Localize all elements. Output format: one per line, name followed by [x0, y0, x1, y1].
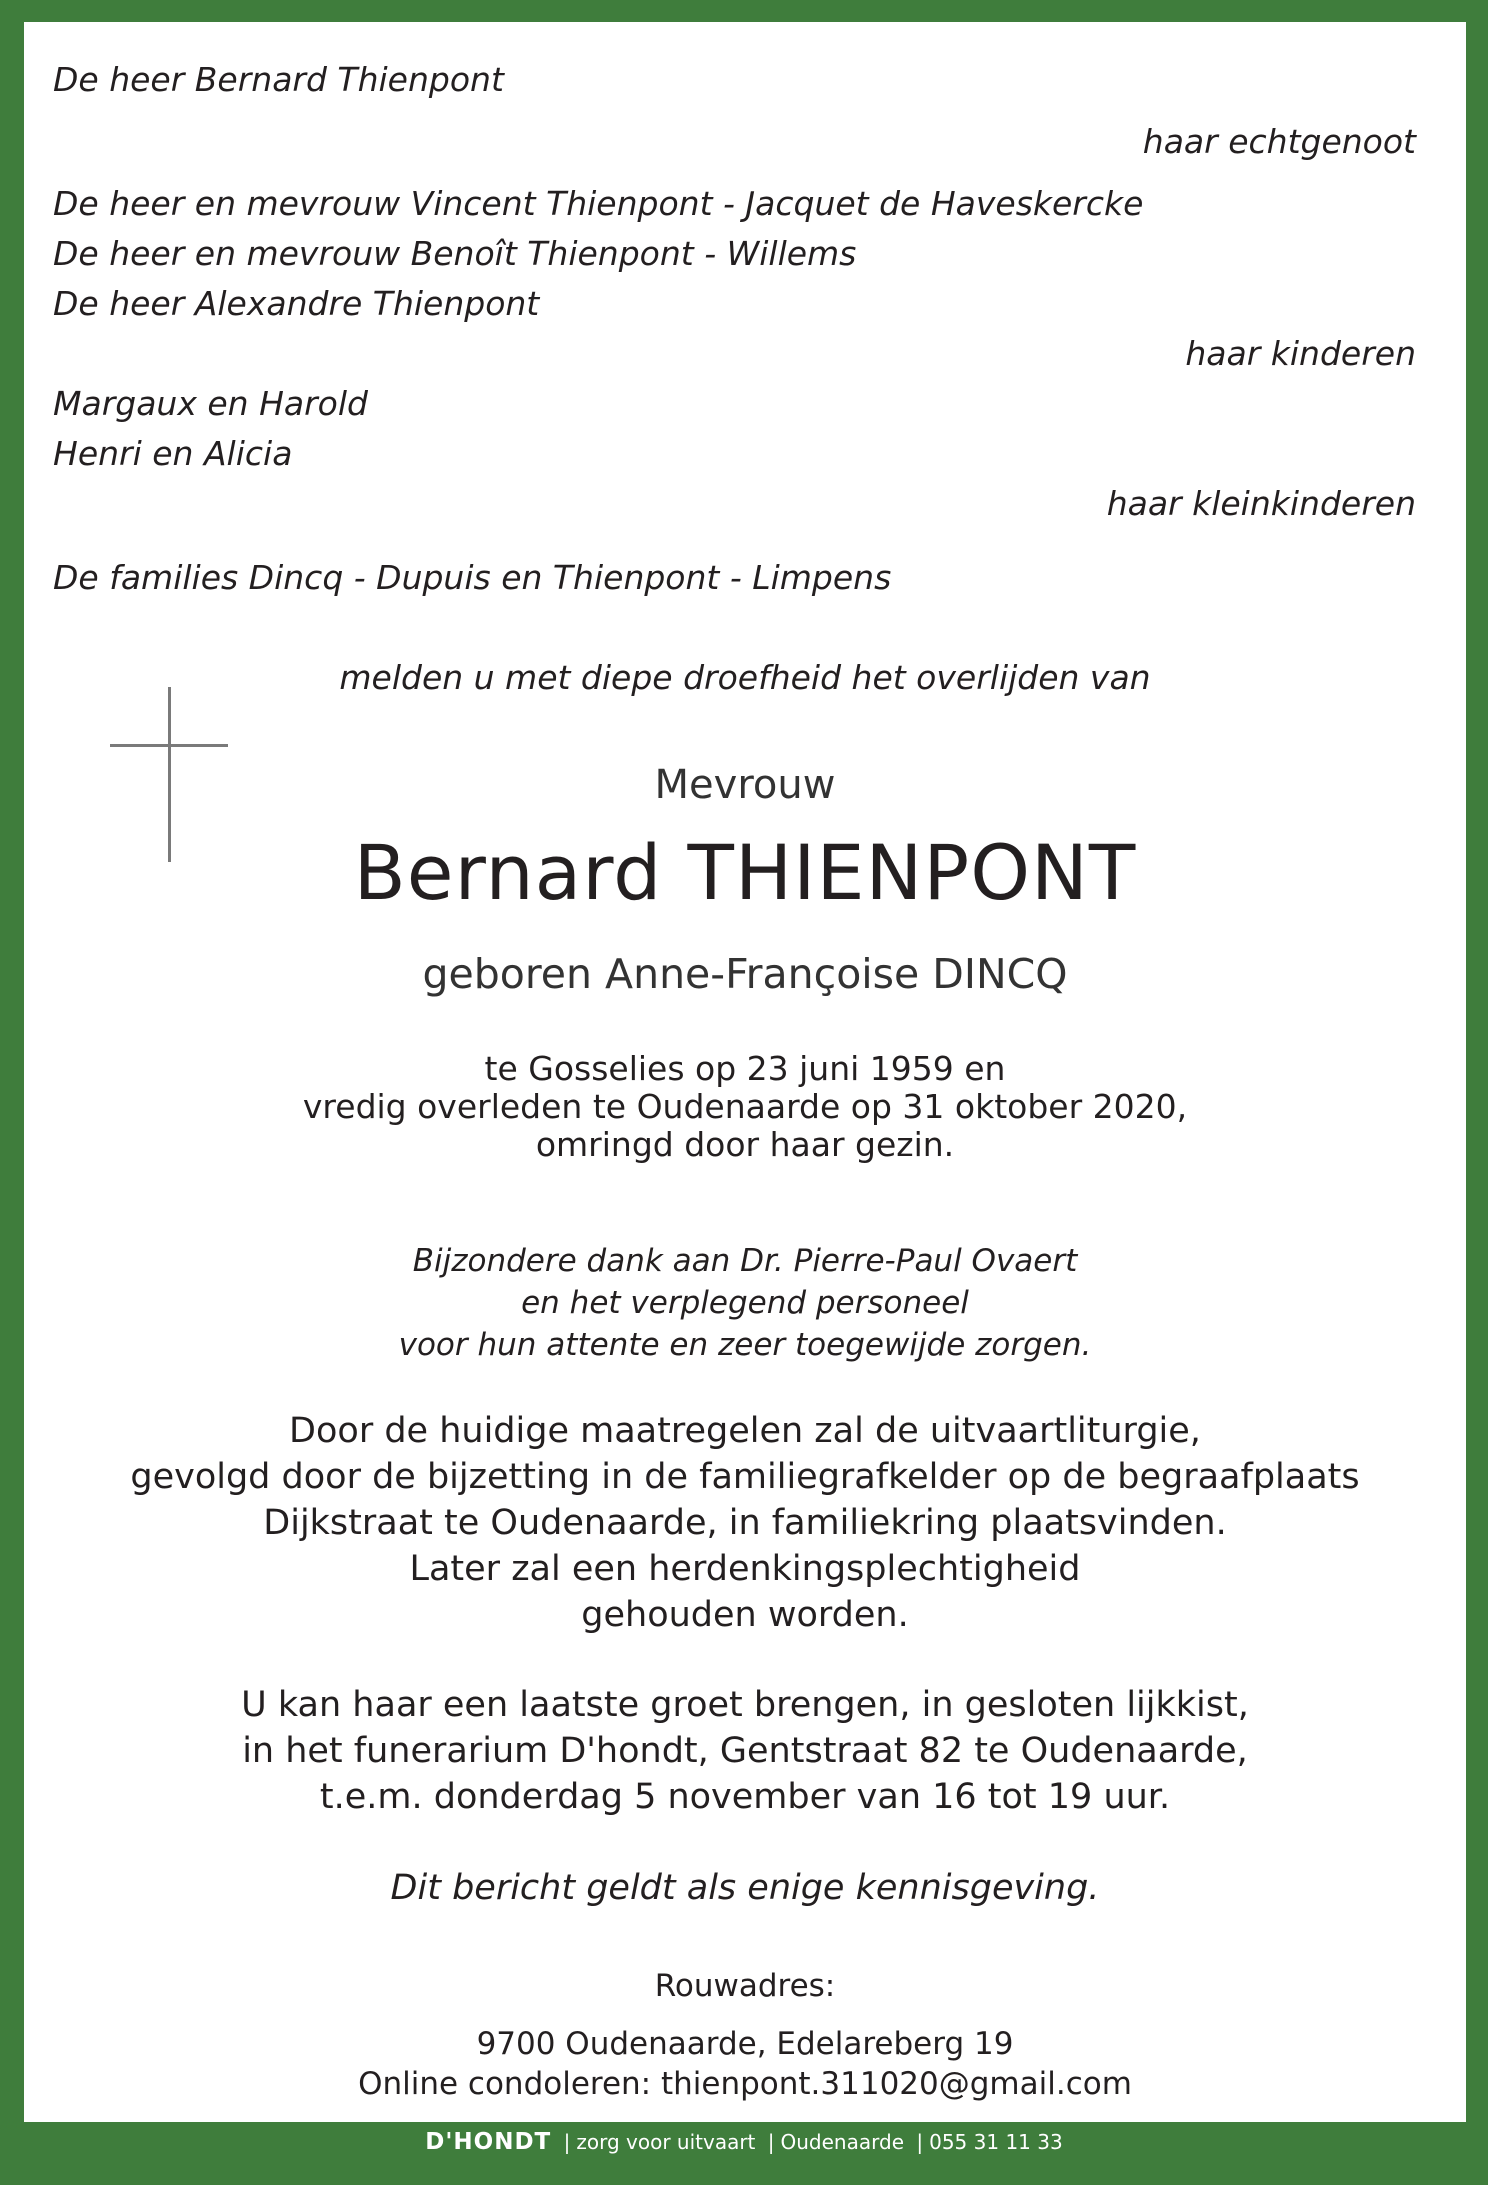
- visitation-line-3: t.e.m. donderdag 5 november van 16 tot 19 uur.: [319, 1777, 1171, 1817]
- dates-line-3: omringd door haar gezin.: [535, 1125, 955, 1164]
- child-1: De heer en mevrouw Vincent Thienpont - Jacquet de Haveskercke: [53, 184, 1144, 223]
- ceremony-line-5: gehouden worden.: [581, 1595, 909, 1635]
- ceremony-line-4: Later zal een herdenkingsplechtigheid: [409, 1549, 1081, 1589]
- footer-tagline: zorg voor uitvaart: [576, 2130, 756, 2154]
- visitation-line-1: U kan haar een laatste groet brengen, in gesloten lijkkist,: [241, 1685, 1249, 1725]
- child-2: De heer en mevrouw Benoît Thienpont - Willems: [53, 234, 857, 273]
- announcement: melden u met diepe droefheid het overlijden van: [339, 658, 1151, 697]
- condolence-email: Online condoleren: thienpont.311020@gmail.com: [358, 2066, 1132, 2102]
- address-label: Rouwadres:: [654, 1968, 836, 2004]
- funeral-home-logo: D'HONDT: [425, 2129, 552, 2155]
- visitation-line-2: in het funerarium D'hondt, Gentstraat 82 te Oudenaarde,: [242, 1731, 1248, 1771]
- thanks-line-1: Bijzondere dank aan Dr. Pierre-Paul Ovaert: [412, 1243, 1078, 1279]
- child-3: De heer Alexandre Thienpont: [53, 284, 540, 323]
- grandchild-1: Margaux en Harold: [53, 384, 368, 423]
- footer-city: Oudenaarde: [780, 2130, 904, 2154]
- address-street: 9700 Oudenaarde, Edelareberg 19: [476, 2026, 1014, 2062]
- ceremony-line-2: gevolgd door de bijzetting in de familiegrafkelder op de begraafplaats: [130, 1457, 1360, 1497]
- grandchild-2: Henri en Alicia: [53, 434, 293, 473]
- husband-name: De heer Bernard Thienpont: [53, 60, 504, 99]
- birth-name: geboren Anne-Françoise DINCQ: [422, 950, 1068, 998]
- thanks-line-3: voor hun attente en zeer toegewijde zorgen.: [398, 1327, 1092, 1363]
- dates-line-2: vredig overleden te Oudenaarde op 31 oktober 2020,: [302, 1087, 1188, 1126]
- grandchildren-role: haar kleinkinderen: [1106, 484, 1416, 523]
- footer-phone: 055 31 11 33: [929, 2130, 1063, 2154]
- husband-role: haar echtgenoot: [1142, 122, 1416, 161]
- children-role: haar kinderen: [1185, 334, 1416, 373]
- thanks-line-2: en het verplegend personeel: [521, 1285, 969, 1321]
- ceremony-line-1: Door de huidige maatregelen zal de uitvaartliturgie,: [289, 1411, 1201, 1451]
- ceremony-line-3: Dijkstraat te Oudenaarde, in familiekring plaatsvinden.: [263, 1503, 1227, 1543]
- notice: Dit bericht geldt als enige kennisgeving.: [390, 1868, 1100, 1908]
- footer-bar: D'HONDT | zorg voor uitvaart | Oudenaarde | 055 31 11 33: [425, 2129, 1063, 2155]
- obituary-card: [24, 22, 1466, 2122]
- salutation: Mevrouw: [654, 762, 836, 808]
- extended-families: De families Dincq - Dupuis en Thienpont - Limpens: [53, 558, 892, 597]
- dates-line-1: te Gosselies op 23 juni 1959 en: [484, 1049, 1006, 1088]
- deceased-name: Bernard THIENPONT: [353, 828, 1137, 917]
